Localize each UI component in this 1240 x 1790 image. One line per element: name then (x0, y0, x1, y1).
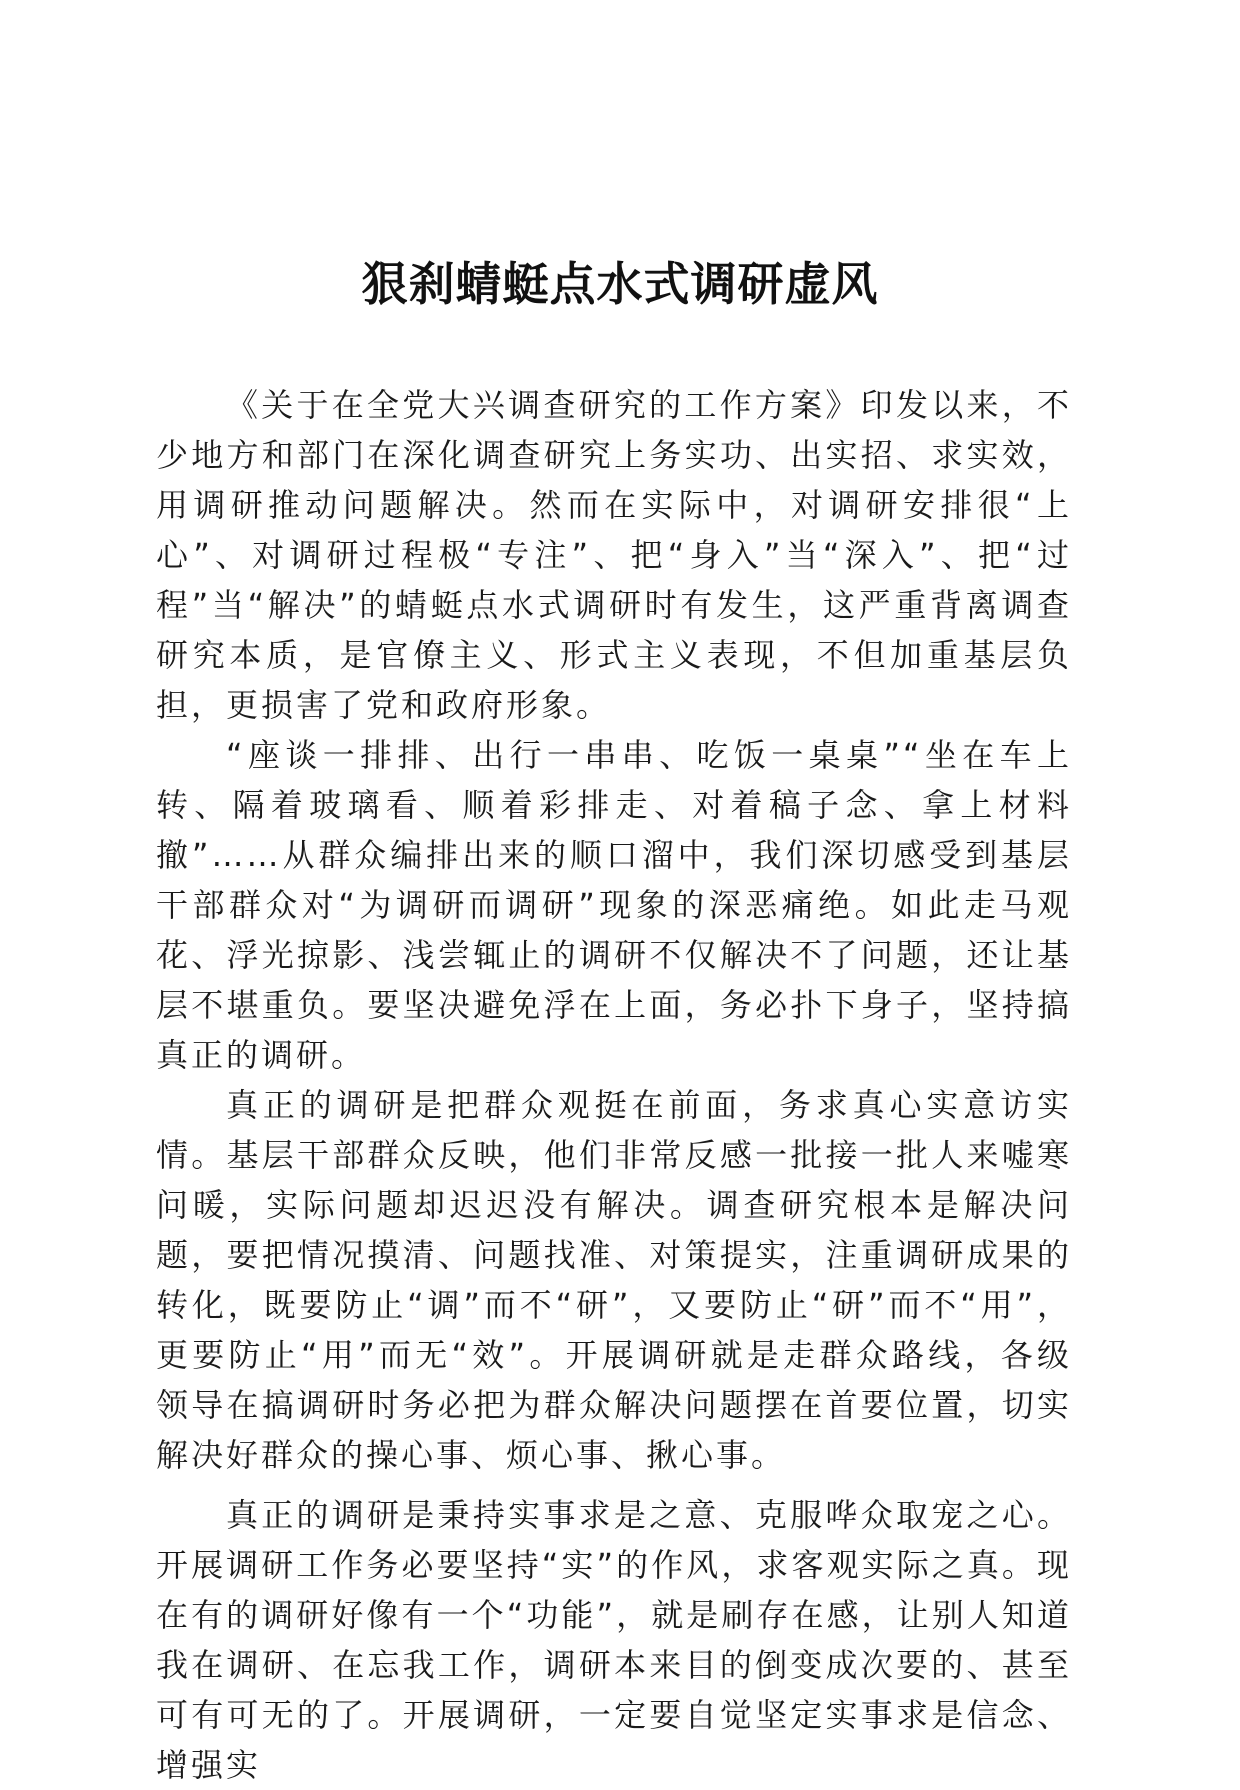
paragraph-3: 真正的调研是把群众观挺在前面，务求真心实意访实情。基层干部群众反映，他们非常反感一批接一批人来嘘寒问暖，实际问题却迟迟没有解决。调查研究根本是解决问题，要把情况摸清、问题找准、对策提实，注重调研成果的转化，既要防止“调”而不“研”，又要防止“研”而不“用”，更要防止“用”而无“效”。开展调研就是走群众路线，各级领导在搞调研时务必把为群众解决问题摆在首要位置，切实解决好群众的操心事、烦心事、揪心事。 (156, 1086, 1072, 1474)
paragraph-4: 真正的调研是秉持实事求是之意、克服哗众取宠之心。开展调研工作务必要坚持“实”的作风，求客观实际之真。现在有的调研好像有一个“功能”，就是刷存在感，让别人知道我在调研、在忘我工作，调研本来目的倒变成次要的、甚至可有可无的了。开展调研，一定要自觉坚定实事求是信念、增强实 (156, 1496, 1072, 1784)
document-title: 狠刹蜻蜓点水式调研虚风 (361, 257, 879, 311)
paragraph-1: 《关于在全党大兴调查研究的工作方案》印发以来，不少地方和部门在深化调查研究上务实功、出实招、求实效，用调研推动问题解决。然而在实际中，对调研安排很“上心”、对调研过程极“专注”、把“身入”当“深入”、把“过程”当“解决”的蜻蜓点水式调研时有发生，这严重背离调查研究本质，是官僚主义、形式主义表现，不但加重基层负担，更损害了党和政府形象。 (156, 386, 1072, 724)
document-body (156, 380, 1072, 1790)
paragraph-2: “座谈一排排、出行一串串、吃饭一桌桌”“坐在车上转、隔着玻璃看、顺着彩排走、对着稿子念、拿上材料撤”……从群众编排出来的顺口溜中，我们深切感受到基层干部群众对“为调研而调研”现象的深恶痛绝。如此走马观花、浮光掠影、浅尝辄止的调研不仅解决不了问题，还让基层不堪重负。要坚决避免浮在上面，务必扑下身子，坚持搞真正的调研。 (156, 736, 1072, 1074)
